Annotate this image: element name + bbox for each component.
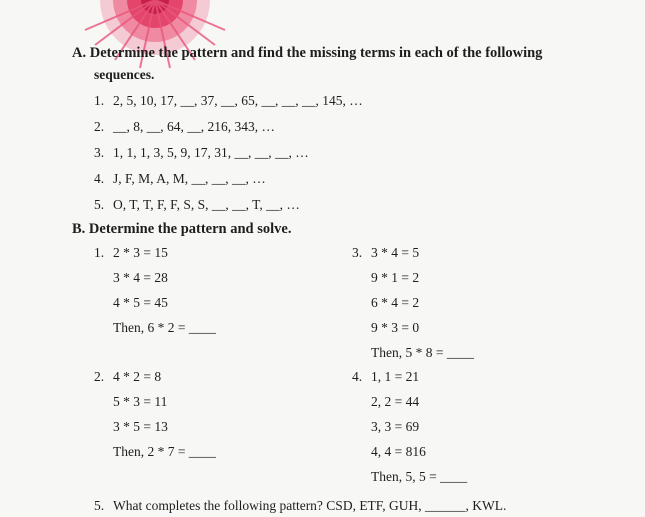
- a-item-3-number: 3.: [94, 145, 105, 160]
- a-item-1-text: 2, 5, 10, 17, __, 37, __, 65, __, __, __, 145, …: [113, 93, 363, 108]
- b-problem-4-line-3: 3, 3 = 69: [371, 419, 420, 434]
- b-problem-3-then: Then, 5 * 8 = ____: [371, 345, 474, 360]
- a-item-5-number: 5.: [94, 197, 105, 212]
- b-problem-1-number: 1.: [94, 245, 105, 260]
- b-problem-1-line-3: 4 * 5 = 45: [113, 295, 168, 310]
- b-problem-3-line-2: 9 * 1 = 2: [371, 270, 420, 285]
- b-problem-4-line-1: 1, 1 = 21: [371, 369, 420, 384]
- b-problem-3-number: 3.: [352, 245, 363, 260]
- b-problem-4-line-2: 2, 2 = 44: [371, 394, 420, 409]
- a-item-2-number: 2.: [94, 119, 105, 134]
- b-problem-2-number: 2.: [94, 369, 105, 384]
- a-item-4-text: J, F, M, A, M, __, __, __, …: [113, 171, 266, 186]
- b-question-5-text: What completes the following pattern? CSD, ETF, GUH, ______, KWL.: [113, 498, 507, 513]
- b-problem-4-number: 4.: [352, 369, 363, 384]
- b-problem-4-line-4: 4, 4 = 816: [371, 444, 426, 459]
- b-problem-1-line-2: 3 * 4 = 28: [113, 270, 168, 285]
- b-problem-1-then: Then, 6 * 2 = ____: [113, 320, 216, 335]
- a-item-3-text: 1, 1, 1, 3, 5, 9, 17, 31, __, __, __, …: [113, 145, 309, 160]
- a-item-1-number: 1.: [94, 93, 105, 108]
- section-a-heading-cont: sequences.: [94, 67, 155, 82]
- a-item-2-text: __, 8, __, 64, __, 216, 343, …: [113, 119, 275, 134]
- b-problem-4-then: Then, 5, 5 = ____: [371, 469, 468, 484]
- b-problem-1-line-1: 2 * 3 = 15: [113, 245, 168, 260]
- b-problem-2-line-1: 4 * 2 = 8: [113, 369, 162, 384]
- b-problem-2-line-2: 5 * 3 = 11: [113, 394, 168, 409]
- b-question-5-number: 5.: [94, 498, 105, 513]
- a-item-5-text: O, T, T, F, F, S, S, __, __, T, __, …: [113, 197, 300, 212]
- b-problem-3-line-3: 6 * 4 = 2: [371, 295, 420, 310]
- section-a-heading: A. Determine the pattern and find the missing terms in each of the following: [72, 45, 543, 61]
- b-problem-3-line-4: 9 * 3 = 0: [371, 320, 420, 335]
- b-problem-2-then: Then, 2 * 7 = ____: [113, 444, 216, 459]
- a-item-4-number: 4.: [94, 171, 105, 186]
- b-problem-3-line-1: 3 * 4 = 5: [371, 245, 420, 260]
- section-b-heading: B. Determine the pattern and solve.: [72, 221, 292, 237]
- b-problem-2-line-3: 3 * 5 = 13: [113, 419, 168, 434]
